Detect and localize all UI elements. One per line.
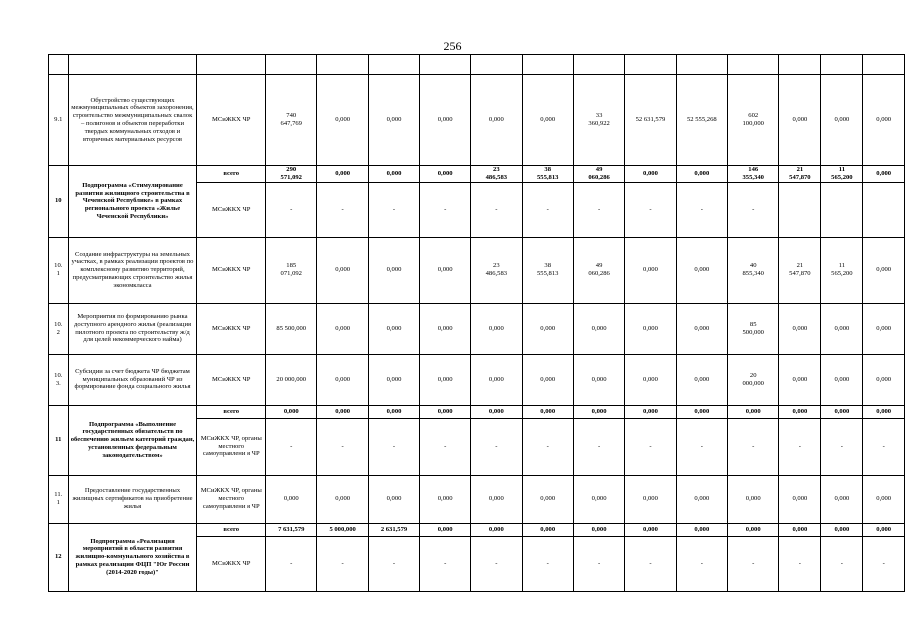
- row-number: 10. 1: [49, 237, 69, 303]
- amount-cell: 0,000: [863, 75, 905, 166]
- amount-cell: 0,000: [368, 75, 419, 166]
- amount-cell: 0,000: [420, 75, 471, 166]
- amount-cell: 0,000: [676, 475, 727, 523]
- amount-cell: 0,000: [317, 405, 368, 418]
- amount-cell: 49 060,286: [573, 166, 624, 183]
- amount-cell: 21 547,870: [779, 166, 821, 183]
- amount-cell: 0,000: [420, 303, 471, 354]
- amount-cell: -: [471, 182, 522, 237]
- executor-cell: всего: [197, 405, 266, 418]
- amount-cell: 0,000: [420, 237, 471, 303]
- amount-cell: 0,000: [471, 303, 522, 354]
- amount-cell: 0,000: [420, 475, 471, 523]
- amount-cell: 52 631,579: [625, 75, 676, 166]
- amount-cell: [779, 182, 821, 237]
- amount-cell: 0,000: [821, 405, 863, 418]
- amount-cell: 0,000: [625, 405, 676, 418]
- amount-cell: -: [368, 418, 419, 475]
- amount-cell: [821, 182, 863, 237]
- row-number: 10. 2: [49, 303, 69, 354]
- amount-cell: -: [368, 536, 419, 591]
- executor-cell: МСиЖКХ ЧР: [197, 75, 266, 166]
- activity-name: Мероприятия по формированию рынка доступного арендного жилья (реализация пилотного проекта по строительству ж/д для целей некоммерческого найма): [68, 303, 197, 354]
- amount-cell: 0,000: [625, 523, 676, 536]
- amount-cell: -: [471, 418, 522, 475]
- amount-cell: 0,000: [368, 405, 419, 418]
- amount-cell: 0,000: [522, 354, 573, 405]
- amount-cell: 0,000: [625, 303, 676, 354]
- amount-cell: 0,000: [821, 303, 863, 354]
- amount-cell: -: [573, 182, 624, 237]
- amount-cell: 0,000: [368, 166, 419, 183]
- amount-cell: -: [676, 536, 727, 591]
- activity-name: Обустройство существующих межмуниципальных объектов захоронения, строительство межмуниципальных свалок – полигонов и объектов переработки твердых коммунальных отходов и вторичных материальных ресурсов: [68, 75, 197, 166]
- row-number: 12: [49, 523, 69, 591]
- amount-cell: -: [676, 182, 727, 237]
- executor-cell: всего: [197, 166, 266, 183]
- amount-cell: 146 355,340: [728, 166, 779, 183]
- amount-cell: 0,000: [625, 166, 676, 183]
- amount-cell: 0,000: [863, 237, 905, 303]
- table-header-strip: [49, 55, 905, 75]
- amount-cell: -: [625, 418, 676, 475]
- amount-cell: 0,000: [728, 405, 779, 418]
- activity-row: [49, 475, 905, 523]
- amount-cell: 0,000: [676, 354, 727, 405]
- amount-cell: 0,000: [420, 166, 471, 183]
- amount-cell: 0,000: [368, 354, 419, 405]
- amount-cell: 185 071,092: [266, 237, 317, 303]
- amount-cell: 0,000: [317, 303, 368, 354]
- amount-cell: 0,000: [471, 354, 522, 405]
- amount-cell: 52 555,268: [676, 75, 727, 166]
- activity-row: [49, 237, 905, 303]
- amount-cell: 0,000: [779, 405, 821, 418]
- amount-cell: 602 100,000: [728, 75, 779, 166]
- amount-cell: 0,000: [266, 475, 317, 523]
- subprogram-name: Подпрограмма «Стимулирование развития жилищного строительства в Чеченской Республике» в рамках регионального проекта «Жилье Чеченской Республики»: [68, 166, 197, 238]
- amount-cell: 0,000: [368, 237, 419, 303]
- amount-cell: -: [266, 536, 317, 591]
- executor-cell: МСиЖКХ ЧР: [197, 237, 266, 303]
- amount-cell: -: [676, 418, 727, 475]
- amount-cell: 0,000: [420, 523, 471, 536]
- row-number: 11. 1: [49, 475, 69, 523]
- amount-cell: -: [266, 418, 317, 475]
- amount-cell: -: [779, 536, 821, 591]
- amount-cell: 2 631,579: [368, 523, 419, 536]
- amount-cell: -: [420, 536, 471, 591]
- amount-cell: 23 486,583: [471, 237, 522, 303]
- amount-cell: 85 500,000: [728, 303, 779, 354]
- row-number: 10: [49, 166, 69, 238]
- amount-cell: -: [522, 418, 573, 475]
- activity-row: [49, 354, 905, 405]
- executor-cell: МСиЖКХ ЧР, органы местного самоуправлени я ЧР: [197, 418, 266, 475]
- amount-cell: 0,000: [317, 354, 368, 405]
- amount-cell: 0,000: [522, 523, 573, 536]
- row-number: 10. 3.: [49, 354, 69, 405]
- amount-cell: 0,000: [821, 75, 863, 166]
- amount-cell: -: [625, 182, 676, 237]
- amount-cell: 0,000: [676, 237, 727, 303]
- amount-cell: 0,000: [266, 405, 317, 418]
- amount-cell: 0,000: [779, 354, 821, 405]
- amount-cell: 40 855,340: [728, 237, 779, 303]
- amount-cell: 0,000: [573, 475, 624, 523]
- amount-cell: 0,000: [471, 523, 522, 536]
- amount-cell: 0,000: [625, 237, 676, 303]
- amount-cell: -: [317, 182, 368, 237]
- amount-cell: 0,000: [420, 405, 471, 418]
- amount-cell: 0,000: [863, 303, 905, 354]
- subprogram-name: Подпрограмма «Реализация мероприятий в области развития жилищно-коммунального хозяйства в рамках реализации ФЦП "Юг России (2014-2020 годы)": [68, 523, 197, 591]
- amount-cell: 0,000: [863, 475, 905, 523]
- activity-row: [49, 75, 905, 166]
- amount-cell: 21 547,870: [779, 237, 821, 303]
- amount-cell: 0,000: [863, 405, 905, 418]
- amount-cell: 0,000: [863, 354, 905, 405]
- amount-cell: 0,000: [676, 303, 727, 354]
- amount-cell: -: [625, 536, 676, 591]
- activity-name: Создание инфраструктуры на земельных участках, в рамках реализации проектов по комплексному развитию территорий, предусматривающих строительство жилья экономкласса: [68, 237, 197, 303]
- amount-cell: 0,000: [728, 475, 779, 523]
- amount-cell: 0,000: [728, 523, 779, 536]
- amount-cell: 0,000: [317, 75, 368, 166]
- amount-cell: -: [821, 536, 863, 591]
- amount-cell: -: [821, 418, 863, 475]
- amount-cell: 0,000: [779, 75, 821, 166]
- executor-cell: МСиЖКХ ЧР: [197, 182, 266, 237]
- amount-cell: -: [368, 182, 419, 237]
- amount-cell: -: [779, 418, 821, 475]
- amount-cell: 23 486,583: [471, 166, 522, 183]
- amount-cell: 0,000: [676, 166, 727, 183]
- amount-cell: -: [522, 536, 573, 591]
- subprogram-total-row: [49, 166, 905, 183]
- subprogram-total-row: [49, 405, 905, 418]
- budget-table: [48, 54, 905, 592]
- amount-cell: -: [728, 418, 779, 475]
- amount-cell: -: [573, 536, 624, 591]
- amount-cell: 0,000: [471, 75, 522, 166]
- amount-cell: 0,000: [317, 475, 368, 523]
- row-number: 11: [49, 405, 69, 475]
- amount-cell: -: [420, 182, 471, 237]
- amount-cell: -: [863, 536, 905, 591]
- amount-cell: 0,000: [522, 475, 573, 523]
- amount-cell: 290 571,092: [266, 166, 317, 183]
- amount-cell: 38 555,813: [522, 237, 573, 303]
- amount-cell: 5 000,000: [317, 523, 368, 536]
- amount-cell: 0,000: [779, 523, 821, 536]
- amount-cell: -: [317, 536, 368, 591]
- amount-cell: 0,000: [573, 354, 624, 405]
- executor-cell: МСиЖКХ ЧР, органы местного самоуправлени я ЧР: [197, 475, 266, 523]
- amount-cell: 0,000: [420, 354, 471, 405]
- amount-cell: 0,000: [573, 523, 624, 536]
- amount-cell: 0,000: [522, 75, 573, 166]
- executor-cell: всего: [197, 523, 266, 536]
- amount-cell: 0,000: [522, 303, 573, 354]
- amount-cell: 11 565,200: [821, 237, 863, 303]
- amount-cell: -: [728, 182, 779, 237]
- amount-cell: 49 060,286: [573, 237, 624, 303]
- executor-cell: МСиЖКХ ЧР: [197, 303, 266, 354]
- executor-cell: МСиЖКХ ЧР: [197, 536, 266, 591]
- amount-cell: 33 360,922: [573, 75, 624, 166]
- amount-cell: 0,000: [779, 475, 821, 523]
- amount-cell: 20 000,000: [266, 354, 317, 405]
- amount-cell: 85 500,000: [266, 303, 317, 354]
- amount-cell: 0,000: [368, 303, 419, 354]
- amount-cell: -: [420, 418, 471, 475]
- row-number: 9.1: [49, 75, 69, 166]
- page-number: 256: [443, 39, 462, 53]
- amount-cell: 7 631,579: [266, 523, 317, 536]
- executor-cell: МСиЖКХ ЧР: [197, 354, 266, 405]
- amount-cell: 0,000: [471, 405, 522, 418]
- amount-cell: 0,000: [676, 405, 727, 418]
- amount-cell: 0,000: [779, 303, 821, 354]
- amount-cell: 0,000: [573, 303, 624, 354]
- subprogram-name: Подпрограмма «Выполнение государственных обязательств по обеспечению жильем категорий граждан, установленных федеральным законодательством»: [68, 405, 197, 475]
- amount-cell: 0,000: [317, 166, 368, 183]
- amount-cell: 0,000: [317, 237, 368, 303]
- amount-cell: -: [863, 418, 905, 475]
- amount-cell: 0,000: [625, 475, 676, 523]
- amount-cell: 0,000: [863, 523, 905, 536]
- amount-cell: 0,000: [863, 166, 905, 183]
- amount-cell: -: [522, 182, 573, 237]
- amount-cell: 38 555,813: [522, 166, 573, 183]
- amount-cell: 0,000: [573, 405, 624, 418]
- amount-cell: 20 000,000: [728, 354, 779, 405]
- amount-cell: 0,000: [471, 475, 522, 523]
- amount-cell: 0,000: [368, 475, 419, 523]
- activity-name: Предоставление государственных жилищных сертификатов на приобретение жилья: [68, 475, 197, 523]
- amount-cell: [863, 182, 905, 237]
- amount-cell: 0,000: [821, 354, 863, 405]
- amount-cell: 740 647,769: [266, 75, 317, 166]
- amount-cell: 0,000: [821, 523, 863, 536]
- amount-cell: -: [317, 418, 368, 475]
- amount-cell: -: [573, 418, 624, 475]
- amount-cell: -: [266, 182, 317, 237]
- amount-cell: 11 565,200: [821, 166, 863, 183]
- amount-cell: -: [728, 536, 779, 591]
- amount-cell: -: [471, 536, 522, 591]
- amount-cell: 0,000: [522, 405, 573, 418]
- amount-cell: 0,000: [676, 523, 727, 536]
- budget-table-body: [49, 55, 905, 592]
- amount-cell: 0,000: [625, 354, 676, 405]
- subprogram-total-row: [49, 523, 905, 536]
- activity-name: Субсидии за счет бюджета ЧР бюджетам муниципальных образований ЧР из формирование фонда социального жилья: [68, 354, 197, 405]
- amount-cell: 0,000: [821, 475, 863, 523]
- activity-row: [49, 303, 905, 354]
